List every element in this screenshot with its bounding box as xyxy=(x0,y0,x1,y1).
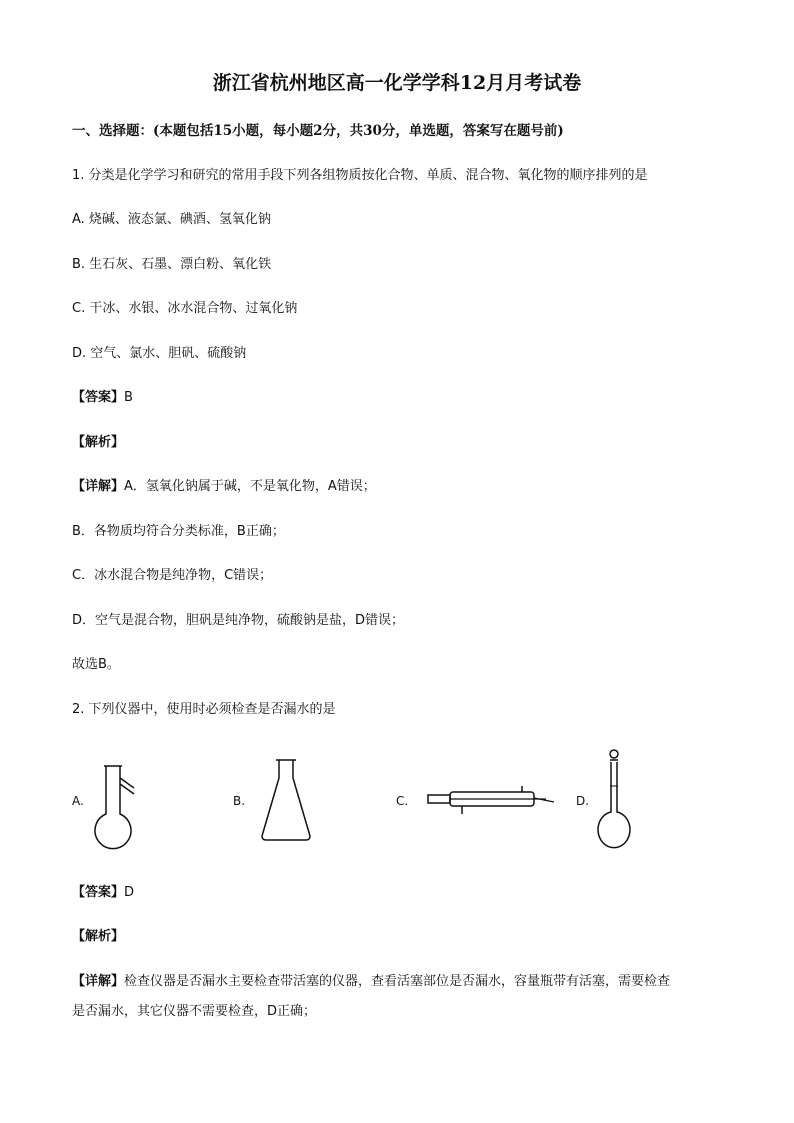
detail-tag: 【详解】 xyxy=(72,479,125,494)
exam-title: 浙江省杭州地区高一化学学科12月月考试卷 xyxy=(212,72,582,94)
q1-option-d: D. 空气、氯水、胆矾、硫酸钠 xyxy=(72,346,247,361)
question-2-stem: 2. 下列仪器中，使用时必须检查是否漏水的是 xyxy=(72,702,336,717)
detail-text: A．氢氧化钠属于碱，不是氧化物，A错误； xyxy=(124,479,376,494)
q2-option-d-label: D. xyxy=(576,794,590,808)
q1-option-b: B. 生石灰、石墨、漂白粉、氧化铁 xyxy=(72,257,272,272)
answer-tag: 【答案】 xyxy=(72,390,125,405)
q1-detail-3: C．冰水混合物是纯净物，C错误； xyxy=(72,568,273,583)
q2-answer xyxy=(72,884,134,902)
question-1-stem: 1. 分类是化学学习和研究的常用手段下列各组物质按化合物、单质、混合物、氧化物的顺序排列的是 xyxy=(72,168,648,183)
q1-answer xyxy=(72,389,133,407)
q2-option-c-label: C. xyxy=(396,794,409,808)
q1-detail-5: 故选B。 xyxy=(72,657,120,672)
section-heading: 一、选择题：(本题包括15小题，每小题2分，共30分，单选题，答案写在题号前) xyxy=(72,123,564,139)
detail-tag: 【详解】 xyxy=(72,974,125,989)
q2-option-b-label: B. xyxy=(233,794,246,808)
condenser-tube-icon xyxy=(424,786,560,816)
answer-value: B xyxy=(124,390,133,405)
q1-analysis-tag: 【解析】 xyxy=(72,435,125,450)
answer-tag: 【答案】 xyxy=(72,885,125,900)
conical-flask-icon xyxy=(258,756,314,842)
answer-value: D xyxy=(124,885,135,900)
q1-option-a: A. 烧碱、液态氯、碘酒、氢氧化钠 xyxy=(72,212,271,227)
q2-analysis-tag: 【解析】 xyxy=(72,929,125,944)
q1-detail-4: D．空气是混合物，胆矾是纯净物，硫酸钠是盐，D错误； xyxy=(72,613,405,628)
volumetric-flask-icon xyxy=(594,746,634,856)
q2-detail-2: 是否漏水，其它仪器不需要检查，D正确； xyxy=(72,1004,317,1019)
q1-detail-1 xyxy=(72,478,376,496)
distilling-flask-icon xyxy=(92,762,142,850)
q1-detail-2: B．各物质均符合分类标准，B正确； xyxy=(72,524,285,539)
q1-option-c: C. 干冰、水银、冰水混合物、过氧化钠 xyxy=(72,301,298,316)
q2-option-a-label: A. xyxy=(72,794,84,808)
q2-detail-1 xyxy=(72,973,670,991)
detail-text: 检查仪器是否漏水主要检查带活塞的仪器，查看活塞部位是否漏水，容量瓶带有活塞，需要检查 xyxy=(124,974,671,989)
